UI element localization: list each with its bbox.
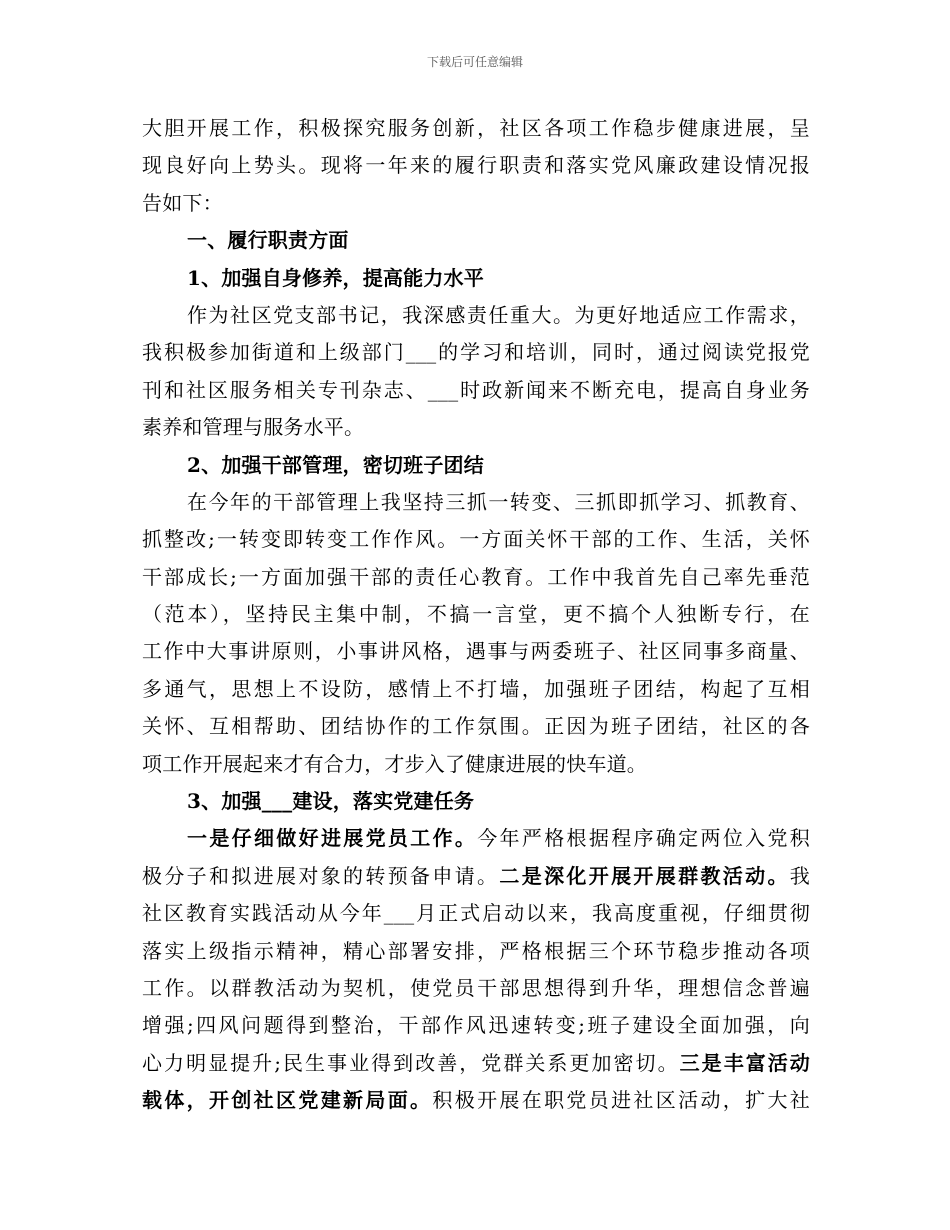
document-body xyxy=(142,110,810,1120)
text-line xyxy=(142,895,810,932)
text-segment: 多通气，思想上不设防，感情上不打墙，加强班子团结，构起了互相 xyxy=(142,676,810,701)
section-heading xyxy=(142,260,810,297)
bold-text: 1、加强自身修养，提高能力水平 xyxy=(187,265,484,290)
text-line xyxy=(142,746,810,783)
text-line xyxy=(142,185,810,222)
section-heading xyxy=(142,222,810,259)
text-line xyxy=(142,334,810,371)
text-segment: 工作。以群教活动为契机，使党员干部思想得到升华，理想信念普遍 xyxy=(142,975,810,1000)
text-segment: 极分子和拟进展对象的转预备申请。 xyxy=(142,863,500,888)
text-segment: 现良好向上势头。现将一年来的履行职责和落实党风廉政建设情况报 xyxy=(142,153,810,178)
text-segment: 积极开展在职党员进社区活动，扩大社 xyxy=(432,1088,810,1113)
text-line xyxy=(142,933,810,970)
text-line xyxy=(142,409,810,446)
text-line xyxy=(142,596,810,633)
bold-text: 3、加强___建设，落实党建任务 xyxy=(187,789,475,814)
bold-text: 一是仔细做好进展党员工作。 xyxy=(187,826,478,851)
text-line xyxy=(142,521,810,558)
text-line xyxy=(142,970,810,1007)
bold-text: 载体，开创社区党建新局面。 xyxy=(142,1088,433,1113)
text-segment: 社区教育实践活动从今年___月正式启动以来，我高度重视，仔细贯彻 xyxy=(142,901,810,926)
text-segment: 关怀、互相帮助、团结协作的工作氛围。正因为班子团结，社区的各 xyxy=(142,714,810,739)
text-line xyxy=(142,858,810,895)
text-segment: （范本），坚持民主集中制，不搞一言堂，更不搞个人独断专行，在 xyxy=(142,602,810,627)
text-segment: 大胆开展工作，积极探究服务创新，社区各项工作稳步健康进展，呈 xyxy=(142,116,810,140)
text-line xyxy=(142,372,810,409)
text-line xyxy=(142,147,810,184)
text-line xyxy=(142,1082,810,1119)
section-heading xyxy=(142,783,810,820)
bold-text: 二是深化开展开展群教活动。 xyxy=(499,863,790,888)
text-segment: 今年严格根据程序确定两位入党积 xyxy=(477,826,810,851)
page-header: 下载后可任意编辑 xyxy=(426,55,523,69)
bold-text: 一、履行职责方面 xyxy=(187,228,349,253)
text-segment: 心力明显提升;民生事业得到改善，党群关系更加密切。 xyxy=(142,1050,680,1075)
text-segment: 作为社区党支部书记，我深感责任重大。为更好地适应工作需求， xyxy=(187,302,810,327)
text-line xyxy=(142,484,810,521)
text-line xyxy=(142,110,810,147)
text-segment: 干部成长;一方面加强干部的责任心教育。工作中我首先自己率先垂范 xyxy=(142,564,810,589)
text-line xyxy=(142,1007,810,1044)
text-segment: 刊和社区服务相关专刊杂志、___时政新闻来不断充电，提高自身业务 xyxy=(142,377,810,402)
text-segment: 落实上级指示精神，精心部署安排，严格根据三个环节稳步推动各项 xyxy=(142,938,810,963)
text-line xyxy=(142,559,810,596)
bold-text: 三是丰富活动 xyxy=(679,1050,810,1075)
text-segment: 我 xyxy=(789,863,810,888)
text-segment: 素养和管理与服务水平。 xyxy=(142,415,365,440)
text-segment: 告如下： xyxy=(142,190,223,215)
text-segment: 工作中大事讲原则，小事讲风格，遇事与两委班子、社区同事多商量、 xyxy=(142,639,810,664)
text-segment: 在今年的干部管理上我坚持三抓一转变、三抓即抓学习、抓教育、 xyxy=(187,489,810,514)
text-line xyxy=(142,297,810,334)
section-heading xyxy=(142,447,810,484)
text-segment: 增强;四风问题得到整治，干部作风迅速转变;班子建设全面加强，向 xyxy=(142,1013,810,1038)
bold-text: 2、加强干部管理，密切班子团结 xyxy=(187,452,484,477)
text-segment: 我积极参加街道和上级部门___的学习和培训，同时，通过阅读党报党 xyxy=(142,340,810,365)
text-line xyxy=(142,1045,810,1082)
text-line xyxy=(142,820,810,857)
text-segment: 项工作开展起来才有合力，才步入了健康进展的快车道。 xyxy=(142,751,647,776)
text-line xyxy=(142,633,810,670)
text-line xyxy=(142,708,810,745)
text-line xyxy=(142,671,810,708)
text-segment: 抓整改;一转变即转变工作作风。一方面关怀干部的工作、生活，关怀 xyxy=(142,527,810,552)
